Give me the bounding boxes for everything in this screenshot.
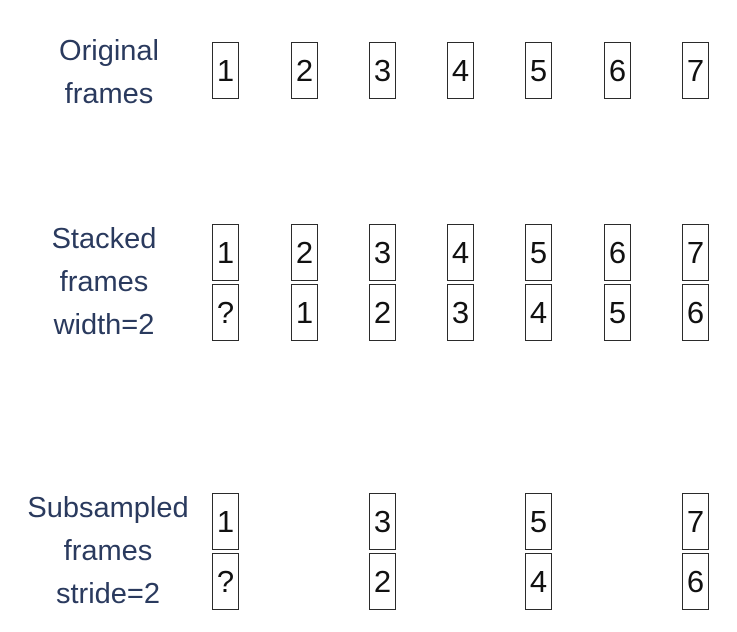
stacked-top-frame-6: 6	[604, 224, 631, 281]
original-frame-5: 5	[525, 42, 552, 99]
subsampled-top-frame-7: 7	[682, 493, 709, 550]
original-frames-label	[53, 30, 165, 116]
stacked-top-frame-2: 2	[291, 224, 318, 281]
original-frame-7: 7	[682, 42, 709, 99]
subsampled-bottom-frame-3: 2	[369, 553, 396, 610]
label-line: Original	[59, 35, 159, 67]
label-line: frames	[64, 78, 154, 110]
stacked-top-frame-7: 7	[682, 224, 709, 281]
stacked-top-frame-3: 3	[369, 224, 396, 281]
subsampled-top-frame-3: 3	[369, 493, 396, 550]
original-frame-2: 2	[291, 42, 318, 99]
stacked-top-frame-5: 5	[525, 224, 552, 281]
label-line: stride=2	[56, 578, 160, 610]
subsampled-top-frame-5: 5	[525, 493, 552, 550]
subsampled-bottom-frame-7: 6	[682, 553, 709, 610]
stacked-top-frame-1: 1	[212, 224, 239, 281]
original-frame-6: 6	[604, 42, 631, 99]
original-frame-4: 4	[447, 42, 474, 99]
stacked-bottom-frame-4: 3	[447, 284, 474, 341]
label-line: Subsampled	[27, 492, 189, 524]
stacked-bottom-frame-7: 6	[682, 284, 709, 341]
stacked-bottom-frame-2: 1	[291, 284, 318, 341]
label-line: frames	[59, 266, 149, 298]
label-line: Stacked	[51, 223, 157, 255]
subsampled-bottom-frame-1: ?	[212, 553, 239, 610]
original-frame-1: 1	[212, 42, 239, 99]
subsampled-top-frame-1: 1	[212, 493, 239, 550]
original-frame-3: 3	[369, 42, 396, 99]
stacked-frames-label	[42, 218, 166, 347]
subsampled-frames-label	[18, 487, 198, 616]
stacked-bottom-frame-1: ?	[212, 284, 239, 341]
stacked-bottom-frame-5: 4	[525, 284, 552, 341]
stacked-top-frame-4: 4	[447, 224, 474, 281]
subsampled-bottom-frame-5: 4	[525, 553, 552, 610]
label-line: frames	[63, 535, 153, 567]
label-line: width=2	[53, 309, 155, 341]
stacked-bottom-frame-3: 2	[369, 284, 396, 341]
stacked-bottom-frame-6: 5	[604, 284, 631, 341]
